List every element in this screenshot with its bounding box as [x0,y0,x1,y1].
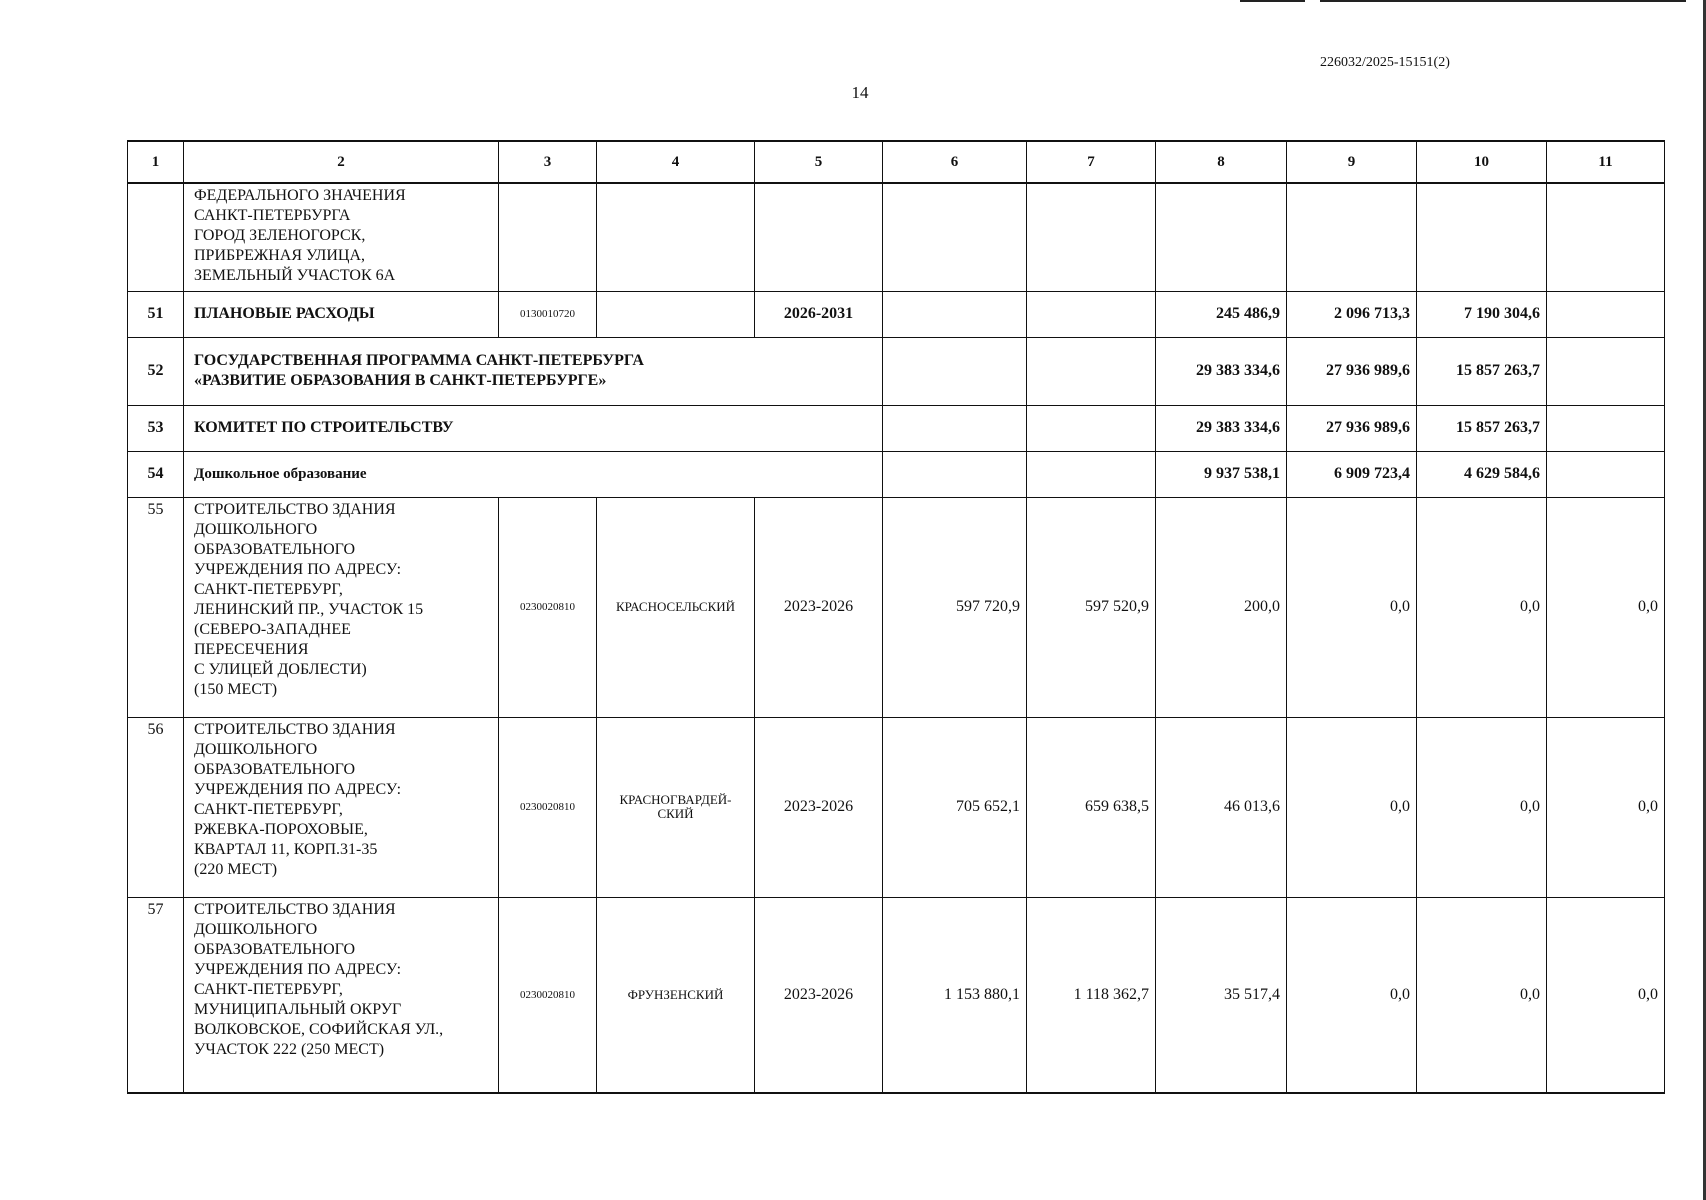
table-row [128,897,1665,1093]
budget-code: 0230020810 [499,897,597,1093]
value-col9: 27 936 989,6 [1287,337,1417,405]
col-header: 6 [883,141,1027,183]
value-col10: 4 629 584,6 [1417,451,1547,497]
object-name: СТРОИТЕЛЬСТВО ЗДАНИЯ ДОШКОЛЬНОГО ОБРАЗОВАТЕЛЬНОГО УЧРЕЖДЕНИЯ ПО АДРЕСУ: САНКТ-ПЕТЕРБУРГ, РЖЕВКА-ПОРОХОВЫЕ, КВАРТАЛ 11, КОРП.31-35 (220 МЕСТ) [184,717,499,897]
budget-code: 0130010720 [499,291,597,337]
row-number: 51 [128,291,184,337]
value-col8: 200,0 [1156,497,1287,717]
row-number: 57 [128,897,184,1093]
table-row [128,405,1665,451]
value-col6: 1 153 880,1 [883,897,1027,1093]
section-name: Дошкольное образование [184,451,883,497]
table-row [128,337,1665,405]
value-col9: 0,0 [1287,497,1417,717]
table-row [128,183,1665,291]
value-col7: 659 638,5 [1027,717,1156,897]
value-col10: 15 857 263,7 [1417,405,1547,451]
table-row [128,291,1665,337]
value-col8: 29 383 334,6 [1156,405,1287,451]
value-col10: 0,0 [1417,897,1547,1093]
col-header: 5 [755,141,883,183]
district: КРАСНОСЕЛЬСКИЙ [597,497,755,717]
top-mark-line [1240,0,1305,2]
row-number: 54 [128,451,184,497]
value-col8: 35 517,4 [1156,897,1287,1093]
period: 2023-2026 [755,717,883,897]
district: ФРУНЗЕНСКИЙ [597,897,755,1093]
document-number: 226032/2025-15151(2) [1320,55,1450,70]
period: 2023-2026 [755,497,883,717]
district: КРАСНОГВАРДЕЙ- СКИЙ [597,717,755,897]
value-col7: 597 520,9 [1027,497,1156,717]
value-col8: 29 383 334,6 [1156,337,1287,405]
value-col10: 7 190 304,6 [1417,291,1547,337]
object-name: СТРОИТЕЛЬСТВО ЗДАНИЯ ДОШКОЛЬНОГО ОБРАЗОВАТЕЛЬНОГО УЧРЕЖДЕНИЯ ПО АДРЕСУ: САНКТ-ПЕТЕРБУРГ, ЛЕНИНСКИЙ ПР., УЧАСТОК 15 (СЕВЕРО-ЗАПАДНЕЕ ПЕРЕСЕЧЕНИЯ С УЛИЦЕЙ ДОБЛЕСТИ) (150 МЕСТ) [184,497,499,717]
budget-code: 0230020810 [499,497,597,717]
table-row [128,451,1665,497]
value-col10: 15 857 263,7 [1417,337,1547,405]
value-col11: 0,0 [1547,897,1665,1093]
row-number: 55 [128,497,184,717]
column-number-row [128,141,1665,183]
value-col10: 0,0 [1417,497,1547,717]
value-col9: 2 096 713,3 [1287,291,1417,337]
object-name: ПЛАНОВЫЕ РАСХОДЫ [184,291,499,337]
value-col9: 27 936 989,6 [1287,405,1417,451]
col-header: 7 [1027,141,1156,183]
col-header: 4 [597,141,755,183]
row-number: 56 [128,717,184,897]
object-name: ФЕДЕРАЛЬНОГО ЗНАЧЕНИЯ САНКТ-ПЕТЕРБУРГА ГОРОД ЗЕЛЕНОГОРСК, ПРИБРЕЖНАЯ УЛИЦА, ЗЕМЕЛЬНЫЙ УЧАСТОК 6А [184,183,499,291]
object-name: СТРОИТЕЛЬСТВО ЗДАНИЯ ДОШКОЛЬНОГО ОБРАЗОВАТЕЛЬНОГО УЧРЕЖДЕНИЯ ПО АДРЕСУ: САНКТ-ПЕТЕРБУРГ, МУНИЦИПАЛЬНЫЙ ОКРУГ ВОЛКОВСКОЕ, СОФИЙСКАЯ УЛ., УЧАСТОК 222 (250 МЕСТ) [184,897,499,1093]
table-row [128,497,1665,717]
program-name: ГОСУДАРСТВЕННАЯ ПРОГРАММА САНКТ-ПЕТЕРБУРГА «РАЗВИТИЕ ОБРАЗОВАНИЯ В САНКТ-ПЕТЕРБУРГЕ» [184,337,883,405]
value-col11: 0,0 [1547,717,1665,897]
committee-name: КОМИТЕТ ПО СТРОИТЕЛЬСТВУ [184,405,883,451]
value-col6: 705 652,1 [883,717,1027,897]
col-header: 10 [1417,141,1547,183]
period: 2026-2031 [755,291,883,337]
col-header: 3 [499,141,597,183]
period: 2023-2026 [755,897,883,1093]
table-row [128,717,1665,897]
col-header: 8 [1156,141,1287,183]
page-number: 14 [851,83,869,102]
col-header: 9 [1287,141,1417,183]
value-col8: 46 013,6 [1156,717,1287,897]
value-col8: 9 937 538,1 [1156,451,1287,497]
top-border-line [1320,0,1686,2]
value-col9: 0,0 [1287,717,1417,897]
budget-code: 0230020810 [499,717,597,897]
row-number: 53 [128,405,184,451]
budget-table [127,140,1665,1094]
value-col9: 0,0 [1287,897,1417,1093]
col-header: 1 [128,141,184,183]
col-header: 2 [184,141,499,183]
value-col10: 0,0 [1417,717,1547,897]
col-header: 11 [1547,141,1665,183]
value-col11: 0,0 [1547,497,1665,717]
value-col6: 597 720,9 [883,497,1027,717]
row-number: 52 [128,337,184,405]
value-col8: 245 486,9 [1156,291,1287,337]
value-col9: 6 909 723,4 [1287,451,1417,497]
value-col7: 1 118 362,7 [1027,897,1156,1093]
